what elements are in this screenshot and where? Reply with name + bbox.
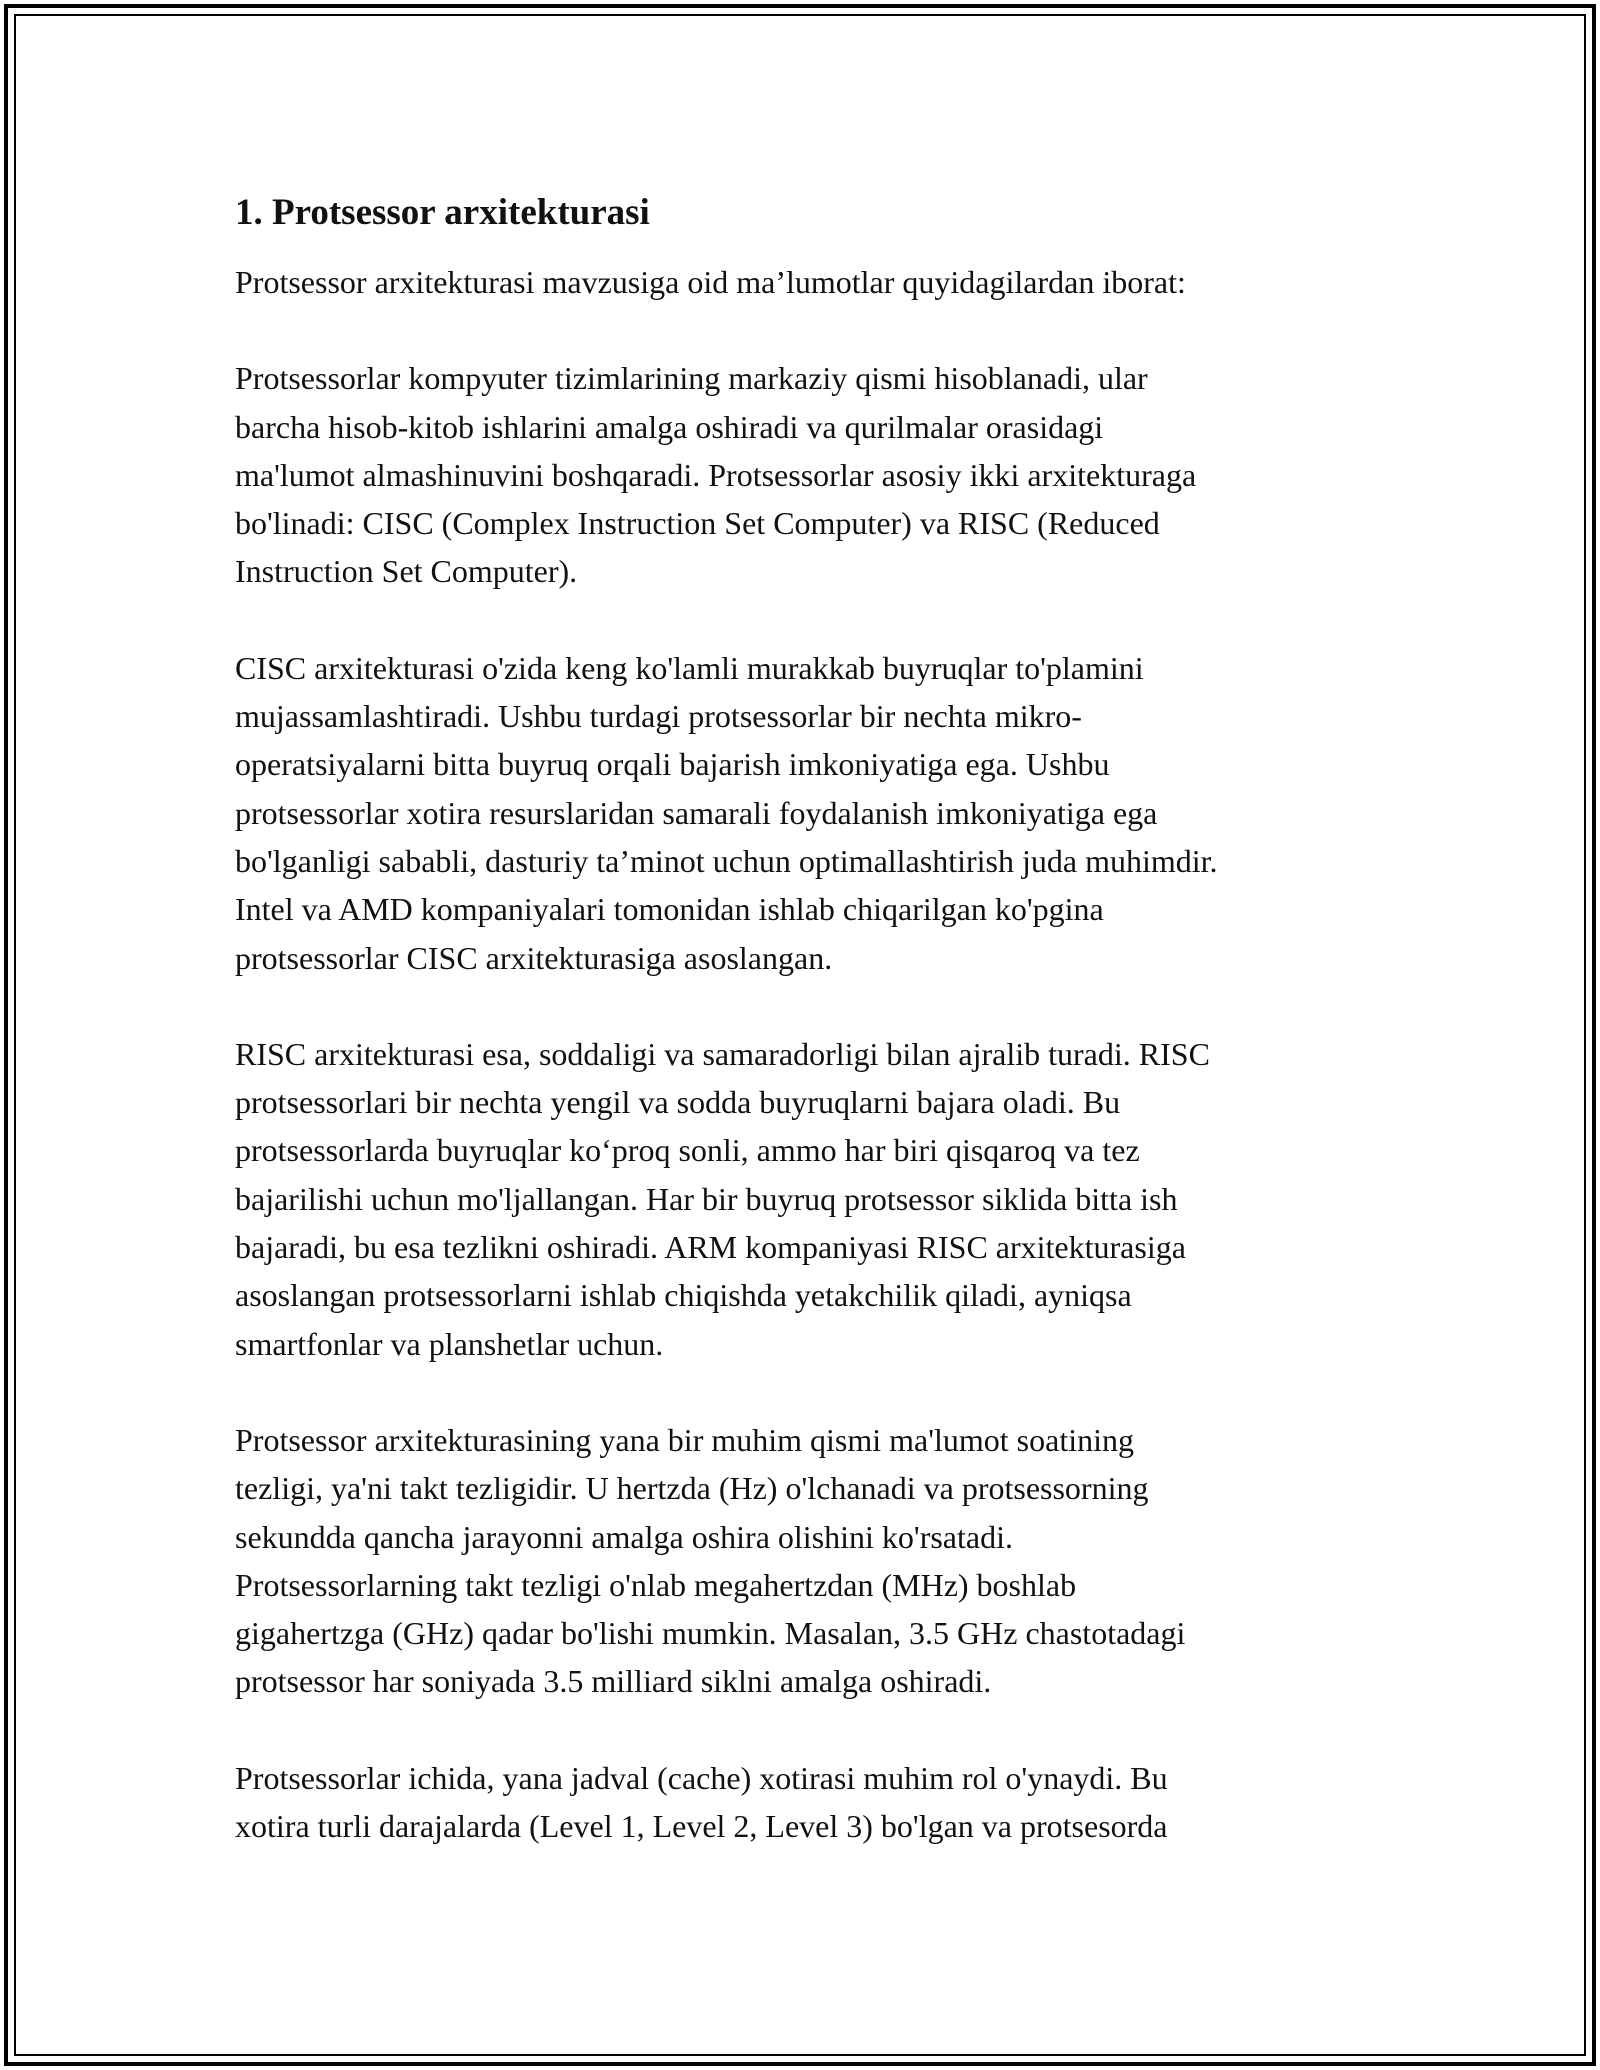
paragraph-line: bajarilishi uchun mo'ljallangan. Har bir buyruq protsessor siklida bitta ish	[235, 1180, 1178, 1217]
paragraph-cache	[235, 1754, 1385, 1851]
intro-paragraph: Protsessor arxitekturasi mavzusiga oid ma’lumotlar quyidagilardan iborat:	[235, 264, 1186, 300]
paragraph-line: bo'linadi: CISC (Complex Instruction Set Computer) va RISC (Reduced	[235, 505, 1160, 542]
paragraph-line: sekundda qancha jarayonni amalga oshira olishini ko'rsatadi.	[235, 1518, 1013, 1555]
paragraph-line: ma'lumot almashinuvini boshqaradi. Protsessorlar asosiy ikki arxitekturaga	[235, 456, 1197, 493]
paragraph-line: Protsessorlar kompyuter tizimlarining markaziy qismi hisoblanadi, ular	[235, 360, 1148, 397]
paragraph-line: bajaradi, bu esa tezlikni oshiradi. ARM kompaniyasi RISC arxitekturasiga	[235, 1229, 1186, 1266]
paragraph-line: asoslangan protsessorlarni ishlab chiqishda yetakchilik qiladi, ayniqsa	[235, 1277, 1132, 1314]
paragraph-line: protsessorlarda buyruqlar ko‘proq sonli, ammo har biri qisqaroq va tez	[235, 1132, 1140, 1169]
paragraph-line: protsessorlar xotira resurslaridan samarali foydalanish imkoniyatiga ega	[235, 794, 1158, 831]
paragraph-line: Instruction Set Computer).	[235, 553, 578, 590]
paragraph-line: protsessorlari bir nechta yengil va sodda buyruqlarni bajara oladi. Bu	[235, 1084, 1121, 1121]
paragraph-line: CISC arxitekturasi o'zida keng ko'lamli murakkab buyruqlar to'plamini	[235, 649, 1144, 686]
paragraph-line: Intel va AMD kompaniyalari tomonidan ishlab chiqarilgan ko'pgina	[235, 891, 1104, 928]
paragraph-line: bo'lganligi sababli, dasturiy ta’minot uchun optimallashtirish juda muhimdir.	[235, 842, 1218, 879]
section-heading: 1. Protsessor arxitekturasi	[235, 192, 650, 233]
paragraph-clock-speed	[235, 1416, 1385, 1706]
paragraph-line: gigahertzga (GHz) qadar bo'lishi mumkin. Masalan, 3.5 GHz chastotadagi	[235, 1615, 1186, 1652]
paragraph-processors-overview	[235, 354, 1385, 595]
paragraph-risc	[235, 1030, 1385, 1368]
paragraph-line: RISC arxitekturasi esa, soddaligi va samaradorligi bilan ajralib turadi. RISC	[235, 1035, 1210, 1072]
paragraph-line: smartfonlar va planshetlar uchun.	[235, 1325, 664, 1362]
paragraph-line: Protsessorlarning takt tezligi o'nlab megahertzdan (MHz) boshlab	[235, 1566, 1077, 1603]
paragraph-line: protsessor har soniyada 3.5 milliard siklni amalga oshiradi.	[235, 1663, 992, 1700]
paragraph-line: tezligi, ya'ni takt tezligidir. U hertzda (Hz) o'lchanadi va protsessorning	[235, 1470, 1149, 1507]
paragraph-line: Protsessorlar ichida, yana jadval (cache) xotirasi muhim rol o'ynaydi. Bu	[235, 1759, 1168, 1796]
paragraph-line: xotira turli darajalarda (Level 1, Level 2, Level 3) bo'lgan va protsesorda	[235, 1808, 1168, 1845]
paragraph-line: Protsessor arxitekturasining yana bir muhim qismi ma'lumot soatining	[235, 1421, 1134, 1458]
paragraph-cisc	[235, 644, 1385, 982]
paragraph-line: mujassamlashtiradi. Ushbu turdagi protsessorlar bir nechta mikro-	[235, 698, 1082, 735]
paragraph-line: protsessorlar CISC arxitekturasiga asoslangan.	[235, 939, 833, 976]
document-content	[235, 186, 1385, 1898]
paragraph-line: barcha hisob-kitob ishlarini amalga oshiradi va qurilmalar orasidagi	[235, 408, 1104, 445]
paragraph-line: operatsiyalarni bitta buyruq orqali bajarish imkoniyatiga ega. Ushbu	[235, 746, 1110, 783]
